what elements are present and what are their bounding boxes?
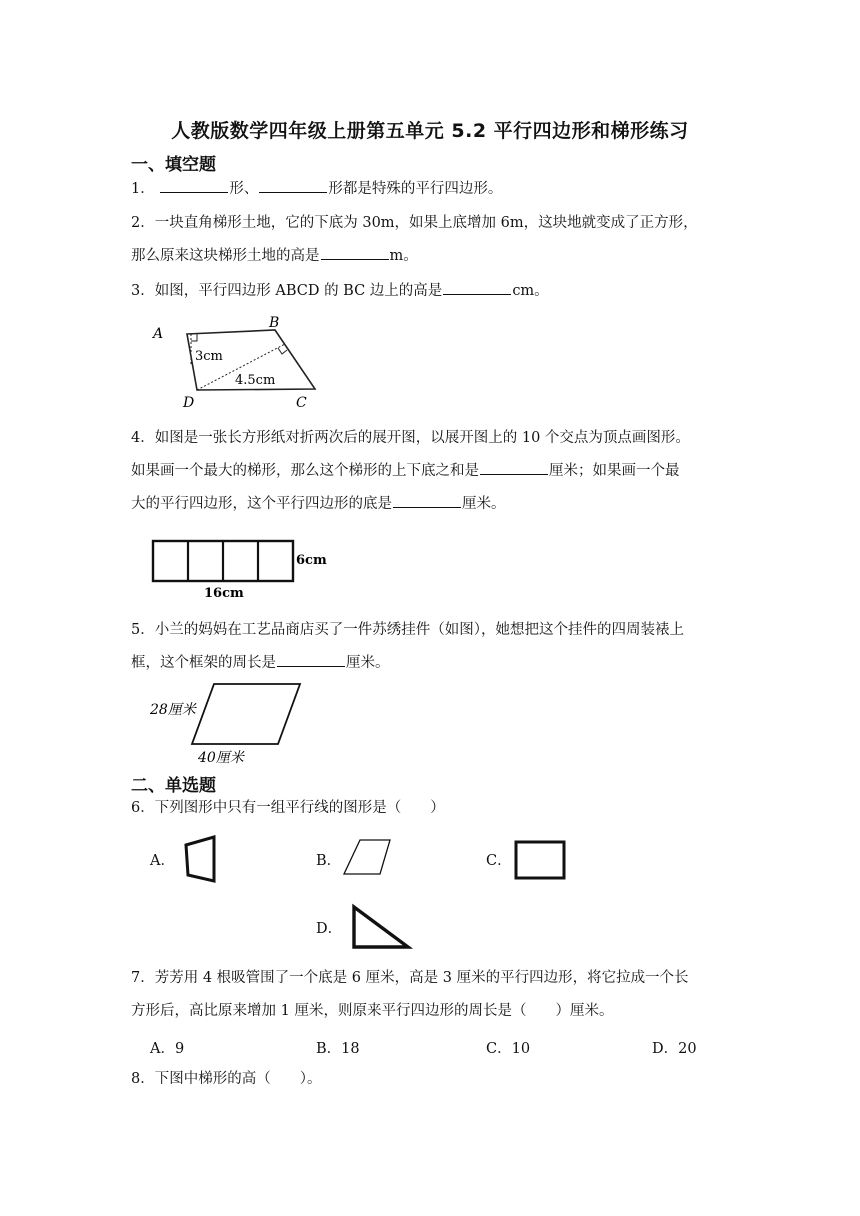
answer-blank[interactable] (321, 243, 389, 260)
right-angle-mark (278, 348, 287, 354)
vertex-label-b: B (269, 315, 280, 331)
vertex-label-d: D (183, 395, 195, 411)
question-text: cm。 (512, 283, 549, 299)
option-a-label[interactable]: A． (150, 853, 175, 869)
option-b[interactable]: B．18 (316, 1041, 360, 1057)
option-c[interactable]: C．10 (486, 1041, 531, 1057)
question-text: 下列图形中只有一组平行线的图形是（ ） (154, 800, 445, 816)
page-title: 人教版数学四年级上册第五单元 5.2 平行四边形和梯形练习 (171, 120, 689, 142)
answer-blank[interactable] (259, 176, 327, 193)
question-4 (131, 422, 731, 521)
question-number: 4． (131, 430, 155, 446)
answer-blank[interactable] (480, 458, 548, 475)
question-number: 2． (131, 215, 155, 231)
question-text: 大的平行四边形，这个平行四边形的底是 (131, 496, 392, 512)
question-number: 1． (131, 181, 155, 197)
question-6 (131, 792, 731, 825)
option-b-parallelogram-icon[interactable] (340, 836, 396, 882)
right-angle-mark (191, 334, 197, 341)
parallelogram-shape (344, 840, 390, 874)
option-d[interactable]: D．20 (652, 1041, 697, 1057)
question-number: 6． (131, 800, 155, 816)
vertex-label-a: A (153, 326, 164, 342)
trapezoid-shape (186, 837, 214, 881)
question-5 (131, 614, 731, 680)
height-label-3cm: 3cm (195, 349, 223, 364)
question-text: 框，这个框架的周长是 (131, 655, 276, 671)
embroidery-parallelogram-figure (146, 680, 311, 768)
question-number: 3． (131, 283, 155, 299)
question-1 (131, 173, 731, 206)
side-label: 28厘米 (150, 702, 196, 718)
question-text: 如图是一张长方形纸对折两次后的展开图，以展开图上的 10 个交点为顶点画图形。 (154, 430, 690, 446)
answer-blank[interactable] (277, 650, 345, 667)
answer-blank[interactable] (443, 278, 511, 295)
question-number: 5． (131, 622, 155, 638)
parallelogram-outline (192, 684, 300, 744)
triangle-shape (354, 907, 408, 947)
question-text: 厘米；如果画一个最 (549, 463, 680, 479)
vertex-label-c: C (296, 395, 307, 411)
question-text: 如果画一个最大的梯形，那么这个梯形的上下底之和是 (131, 463, 479, 479)
question-text: 形都是特殊的平行四边形。 (328, 181, 503, 197)
question-text: 一块直角梯形土地，它的下底为 30m，如果上底增加 6m，这块地就变成了正方形， (154, 215, 698, 231)
question-number: 7． (131, 970, 155, 986)
parallelogram-figure (145, 314, 325, 414)
option-c-label[interactable]: C． (486, 853, 512, 869)
question-text: 厘米。 (346, 655, 390, 671)
option-c-rectangle-icon[interactable] (512, 838, 570, 884)
option-b-label[interactable]: B． (316, 853, 342, 869)
option-d-label[interactable]: D． (316, 921, 343, 937)
folded-rectangle-figure (148, 536, 338, 602)
section-fill-heading: 一、填空题 (131, 155, 216, 175)
option-d-triangle-icon[interactable] (348, 903, 416, 953)
question-text: 如图，平行四边形 ABCD 的 BC 边上的高是 (154, 283, 443, 299)
base-label: 40厘米 (198, 750, 244, 766)
question-3 (131, 275, 731, 308)
question-8 (131, 1063, 731, 1096)
question-2 (131, 207, 731, 273)
question-text: 下图中梯形的高（ ）。 (154, 1071, 322, 1087)
question-text: 芳芳用 4 根吸管围了一个底是 6 厘米，高是 3 厘米的平行四边形，将它拉成一个长 (154, 970, 689, 986)
height-label: 6cm (296, 553, 327, 568)
question-7 (131, 962, 731, 1028)
width-label: 16cm (204, 586, 244, 601)
question-text: 小兰的妈妈在工艺品商店买了一件苏绣挂件（如图），她想把这个挂件的四周装裱上 (154, 622, 684, 638)
option-a-trapezoid-icon[interactable] (182, 833, 238, 885)
question-text: 方形后，高比原来增加 1 厘米，则原来平行四边形的周长是（ ）厘米。 (131, 1003, 614, 1019)
option-a[interactable]: A．9 (150, 1041, 185, 1057)
question-text: m。 (389, 248, 418, 264)
section-choice-heading: 二、单选题 (131, 776, 216, 796)
question-number: 8． (131, 1071, 155, 1087)
height-label-4-5cm: 4.5cm (235, 373, 276, 388)
answer-blank[interactable] (160, 176, 228, 193)
answer-blank[interactable] (393, 491, 461, 508)
question-text: 厘米。 (462, 496, 506, 512)
question-text: 那么原来这块梯形土地的高是 (131, 248, 320, 264)
rectangle-shape (516, 842, 564, 878)
question-text: 形、 (229, 181, 259, 197)
